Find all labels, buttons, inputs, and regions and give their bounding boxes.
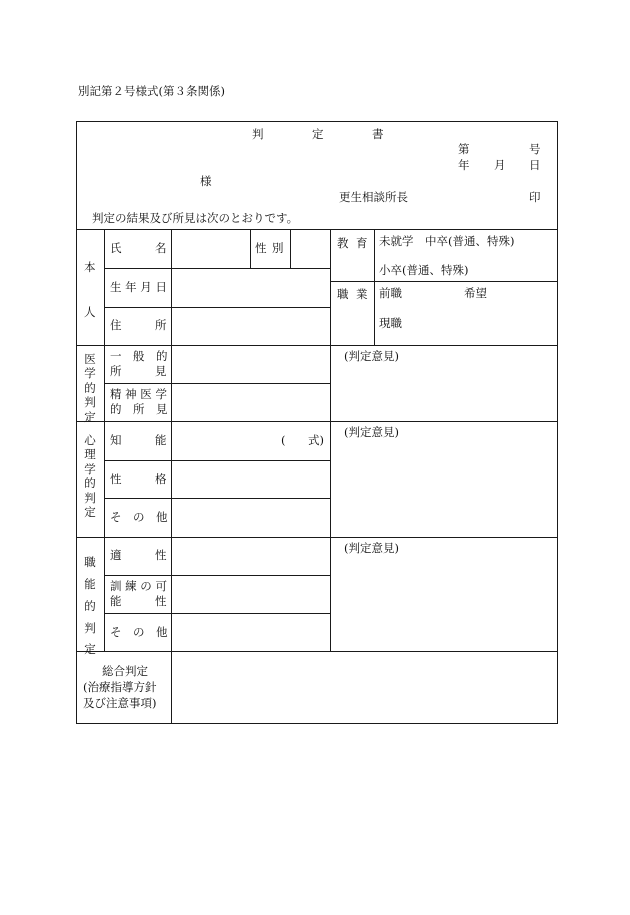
job-current: 現職: [379, 316, 402, 330]
form-header: 別記第２号様式(第３条関係): [78, 84, 225, 98]
personality-label-c1: 性: [110, 472, 122, 486]
divider-psych-top: [76, 421, 558, 422]
border-bottom: [76, 723, 558, 724]
education-options-1: 未就学 中卒(普通、特殊): [379, 234, 515, 248]
psych-row-divider-1: [104, 460, 330, 461]
col-section-line: [104, 229, 105, 652]
person-section-c1: 本: [84, 260, 96, 274]
overall-label-line3: 及び注意事項): [83, 696, 157, 710]
education-label-c1: 教: [337, 236, 349, 250]
medical-section-text: 医 学 的 判 定: [84, 352, 96, 424]
date-day: 日: [529, 158, 541, 172]
seal-mark: 印: [529, 190, 541, 204]
date-month: 月: [494, 158, 506, 172]
sex-label-c1: 性: [255, 241, 267, 255]
divider-medical-top: [76, 345, 558, 346]
aptitude-label-c2: 性: [155, 548, 167, 562]
voc-row-divider-1: [104, 575, 330, 576]
education-options-2: 小卒(普通、特殊): [379, 263, 469, 277]
name-label-c1: 氏: [110, 241, 122, 255]
name-label-c2: 名: [155, 241, 167, 255]
general-findings-line1: 一 般 的: [110, 349, 168, 363]
issuer-title: 更生相談所長: [339, 190, 408, 204]
birth-label: 生 年 月 日: [110, 280, 167, 294]
sex-left-line: [250, 229, 251, 268]
psych-opinion-label: (判定意見): [344, 425, 399, 439]
overall-label-line2: (治療指導方針: [83, 680, 157, 694]
job-label-c1: 職: [337, 287, 349, 301]
iq-paren-close: 式): [308, 433, 324, 447]
psychiatric-findings-line1: 精 神 医 学: [110, 387, 167, 401]
voc-section-text: 職 能 的 判 定: [84, 555, 96, 657]
iq-paren-open: (: [281, 433, 286, 447]
col-value-line: [330, 229, 331, 652]
job-previous: 前職: [379, 286, 402, 300]
intelligence-label-c2: 能: [155, 433, 167, 447]
sex-right-line: [290, 229, 291, 268]
voc-row-divider-2: [104, 613, 330, 614]
number-dai: 第: [458, 142, 470, 156]
trainability-line2b: 性: [155, 594, 167, 608]
psych-other-label: そ の 他: [110, 510, 168, 524]
number-go: 号: [529, 142, 541, 156]
row-birth-bottom: [104, 307, 330, 308]
col-label-line: [171, 229, 172, 724]
voc-section-label: [83, 552, 97, 661]
medical-row-divider: [104, 383, 330, 384]
medical-opinion-label: (判定意見): [344, 349, 399, 363]
job-hope: 希望: [464, 286, 487, 300]
medical-section-label: [83, 352, 97, 424]
row-name-bottom: [104, 268, 330, 269]
trainability-line1: 訓 練 の 可: [110, 579, 167, 593]
general-findings-line2b: 見: [155, 364, 167, 378]
intelligence-label-c1: 知: [110, 433, 122, 447]
title-char-2: 定: [312, 127, 324, 141]
education-label-c2: 育: [356, 236, 368, 250]
border-left: [76, 121, 77, 724]
date-year: 年: [458, 158, 470, 172]
edu-job-label-line: [374, 229, 375, 345]
border-top: [76, 121, 558, 122]
title-char-3: 書: [372, 127, 384, 141]
psych-section-label: [83, 433, 97, 519]
addressee-suffix: 様: [200, 174, 212, 188]
psych-section-text: 心 理 学 的 判 定: [84, 433, 96, 519]
person-section-c2: 人: [84, 305, 96, 319]
intro-text: 判定の結果及び所見は次のとおりです。: [92, 211, 299, 225]
border-right: [557, 121, 558, 724]
trainability-line2a: 能: [110, 594, 122, 608]
voc-other-label: そ の 他: [110, 625, 168, 639]
overall-label-line1: 総合判定: [102, 664, 148, 678]
address-label-c2: 所: [155, 318, 167, 332]
general-findings-line2a: 所: [110, 364, 122, 378]
psychiatric-findings-line2: 的 所 見: [110, 402, 168, 416]
aptitude-label-c1: 適: [110, 548, 122, 562]
personality-label-c2: 格: [155, 472, 167, 486]
sex-label-c2: 別: [272, 241, 284, 255]
divider-vocational-top: [76, 537, 558, 538]
psych-row-divider-2: [104, 498, 330, 499]
divider-person-top: [76, 229, 558, 230]
title-char-1: 判: [252, 127, 264, 141]
divider-overall-top: [76, 651, 558, 652]
voc-opinion-label: (判定意見): [344, 541, 399, 555]
edu-job-divider: [330, 281, 558, 282]
job-label-c2: 業: [356, 287, 368, 301]
address-label-c1: 住: [110, 318, 122, 332]
